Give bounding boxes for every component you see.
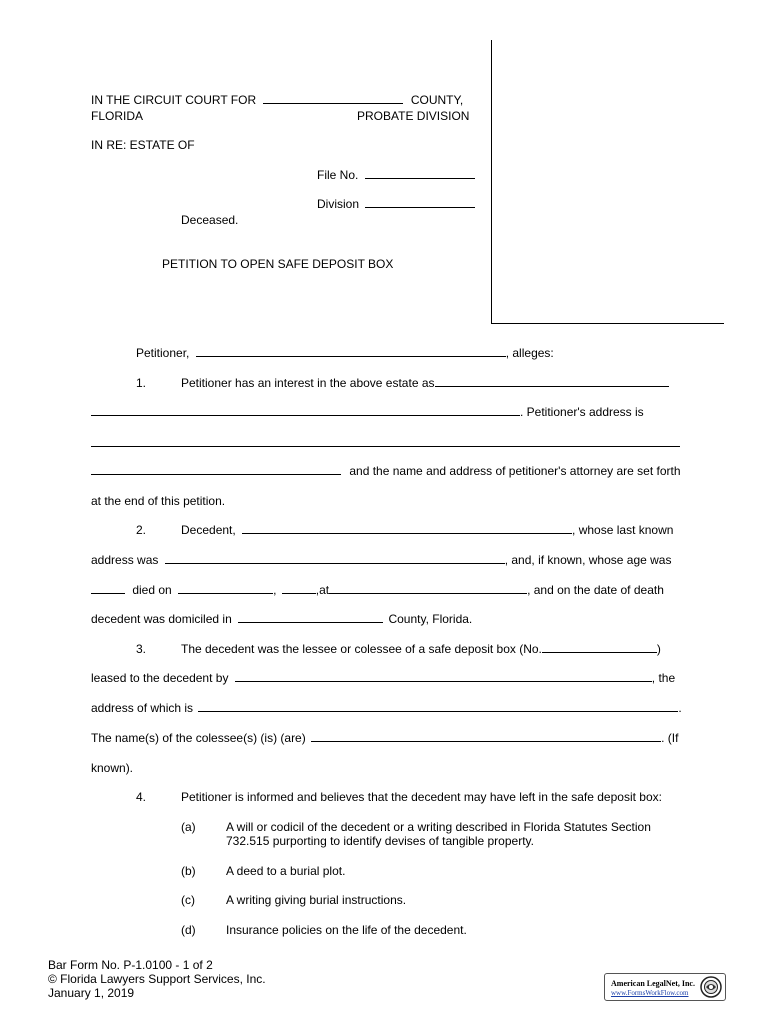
comma-label: , [273, 583, 277, 597]
leased-label: leased to the decedent by [91, 671, 229, 685]
item-a-text: A will or codicil of the decedent or a writing described in Florida Statutes Section [226, 820, 651, 834]
item-a-text-cont: 732.515 purporting to identify devises of tangible property. [226, 834, 534, 848]
at-label: ,at [315, 583, 330, 597]
legalnet-logo[interactable] [604, 973, 726, 1001]
p1-attorney-label: and the name and address of petitioner's attorney are set forth [349, 464, 681, 478]
decedent-address-blank[interactable] [165, 553, 505, 564]
box-number-blank[interactable] [542, 642, 657, 653]
caption-horizontal-rule [491, 323, 724, 324]
file-no-blank[interactable] [365, 168, 475, 179]
item-d-letter: (d) [181, 923, 196, 937]
p2-domicile-line [91, 612, 472, 626]
division-label: Division [317, 197, 360, 211]
address-blank-2[interactable] [91, 464, 341, 475]
p3-leased-line [91, 671, 675, 685]
p1-number: 1. [136, 376, 147, 390]
item-b-letter: (b) [181, 864, 196, 878]
death-date-blank[interactable] [178, 583, 273, 594]
period-label: . [678, 701, 682, 715]
interest-blank[interactable] [435, 376, 669, 387]
p1-interest-line [181, 376, 669, 390]
globe-seal-icon [700, 976, 722, 998]
p3-lessee-label: The decedent was the lessee or colessee of a safe deposit box (No. [181, 642, 542, 656]
p3-box-line [181, 642, 661, 656]
county-blank[interactable] [263, 93, 403, 104]
division-line [317, 197, 475, 211]
logo-url-link[interactable]: www.FormsWorkFlow.com [611, 989, 689, 997]
division-blank[interactable] [365, 197, 475, 208]
item-c-text: A writing giving burial instructions. [226, 893, 407, 907]
lessor-blank[interactable] [235, 671, 652, 682]
p1-address-label: . Petitioner's address is [520, 405, 644, 419]
p2-died-line [91, 583, 664, 597]
document-title: PETITION TO OPEN SAFE DEPOSIT BOX [162, 257, 394, 271]
p1-attorney-line [91, 464, 681, 478]
address-blank-1[interactable] [91, 446, 680, 447]
form-number: Bar Form No. P-1.0100 - 1 of 2 [48, 958, 213, 972]
county-label: COUNTY, [410, 93, 464, 107]
address-of-label: address of which is [91, 701, 194, 715]
alleges-label: , alleges: [505, 346, 554, 360]
file-no-label: File No. [317, 168, 359, 182]
form-date: January 1, 2019 [48, 986, 135, 1000]
county-florida-label: County, Florida. [388, 612, 473, 626]
petitioner-line [136, 346, 554, 360]
logo-name: American LegalNet, Inc. [611, 979, 695, 988]
caption-vertical-rule [491, 40, 492, 324]
age-label: , and, if known, whose age was [504, 553, 672, 567]
p1-interest-label: Petitioner has an interest in the above estate as [181, 376, 435, 390]
item-c-letter: (c) [181, 893, 195, 907]
court-label: IN THE CIRCUIT COURT FOR [91, 93, 257, 107]
death-place-blank[interactable] [329, 583, 527, 594]
copyright: © Florida Lawyers Support Services, Inc. [48, 972, 266, 986]
colessee-blank[interactable] [311, 731, 661, 742]
file-no-line [317, 168, 475, 182]
petitioner-name-blank[interactable] [196, 346, 506, 357]
petitioner-label: Petitioner, [136, 346, 190, 360]
the-label: , the [651, 671, 676, 685]
date-of-death-label: , and on the date of death [527, 583, 664, 597]
p1-end: at the end of this petition. [91, 494, 226, 508]
address-was-label: address was [91, 553, 159, 567]
p2-number: 2. [136, 523, 147, 537]
interest-continued-blank[interactable] [91, 405, 520, 416]
death-year-blank[interactable] [282, 583, 316, 594]
court-line [91, 93, 463, 107]
box-address-blank[interactable] [198, 701, 678, 712]
deceased-label: Deceased. [181, 213, 239, 227]
p1-address-line [91, 405, 644, 419]
colessee-label: The name(s) of the colessee(s) (is) (are) [91, 731, 306, 745]
item-d-text: Insurance policies on the life of the decedent. [226, 923, 467, 937]
close-paren: ) [656, 642, 661, 656]
p3-address-line [91, 701, 682, 715]
domiciled-label: decedent was domiciled in [91, 612, 232, 626]
p4-number: 4. [136, 790, 147, 804]
domicile-county-blank[interactable] [238, 612, 383, 623]
in-re-label: IN RE: ESTATE OF [91, 138, 195, 152]
if-label: . (If [661, 731, 679, 745]
p2-address-line [91, 553, 671, 567]
p3-colessee-line [91, 731, 678, 745]
died-on-label: died on [132, 583, 172, 597]
state-label: FLORIDA [91, 109, 144, 123]
item-a-letter: (a) [181, 820, 196, 834]
age-blank[interactable] [91, 583, 125, 594]
p3-known: known). [91, 761, 134, 775]
p4-text: Petitioner is informed and believes that the decedent may have left in the safe deposit box: [181, 790, 662, 804]
p2-decedent-line [181, 523, 673, 537]
probate-division-label: PROBATE DIVISION [357, 109, 470, 123]
last-known-label: , whose last known [572, 523, 674, 537]
p3-number: 3. [136, 642, 147, 656]
item-b-text: A deed to a burial plot. [226, 864, 346, 878]
decedent-label: Decedent, [181, 523, 236, 537]
decedent-name-blank[interactable] [242, 523, 572, 534]
